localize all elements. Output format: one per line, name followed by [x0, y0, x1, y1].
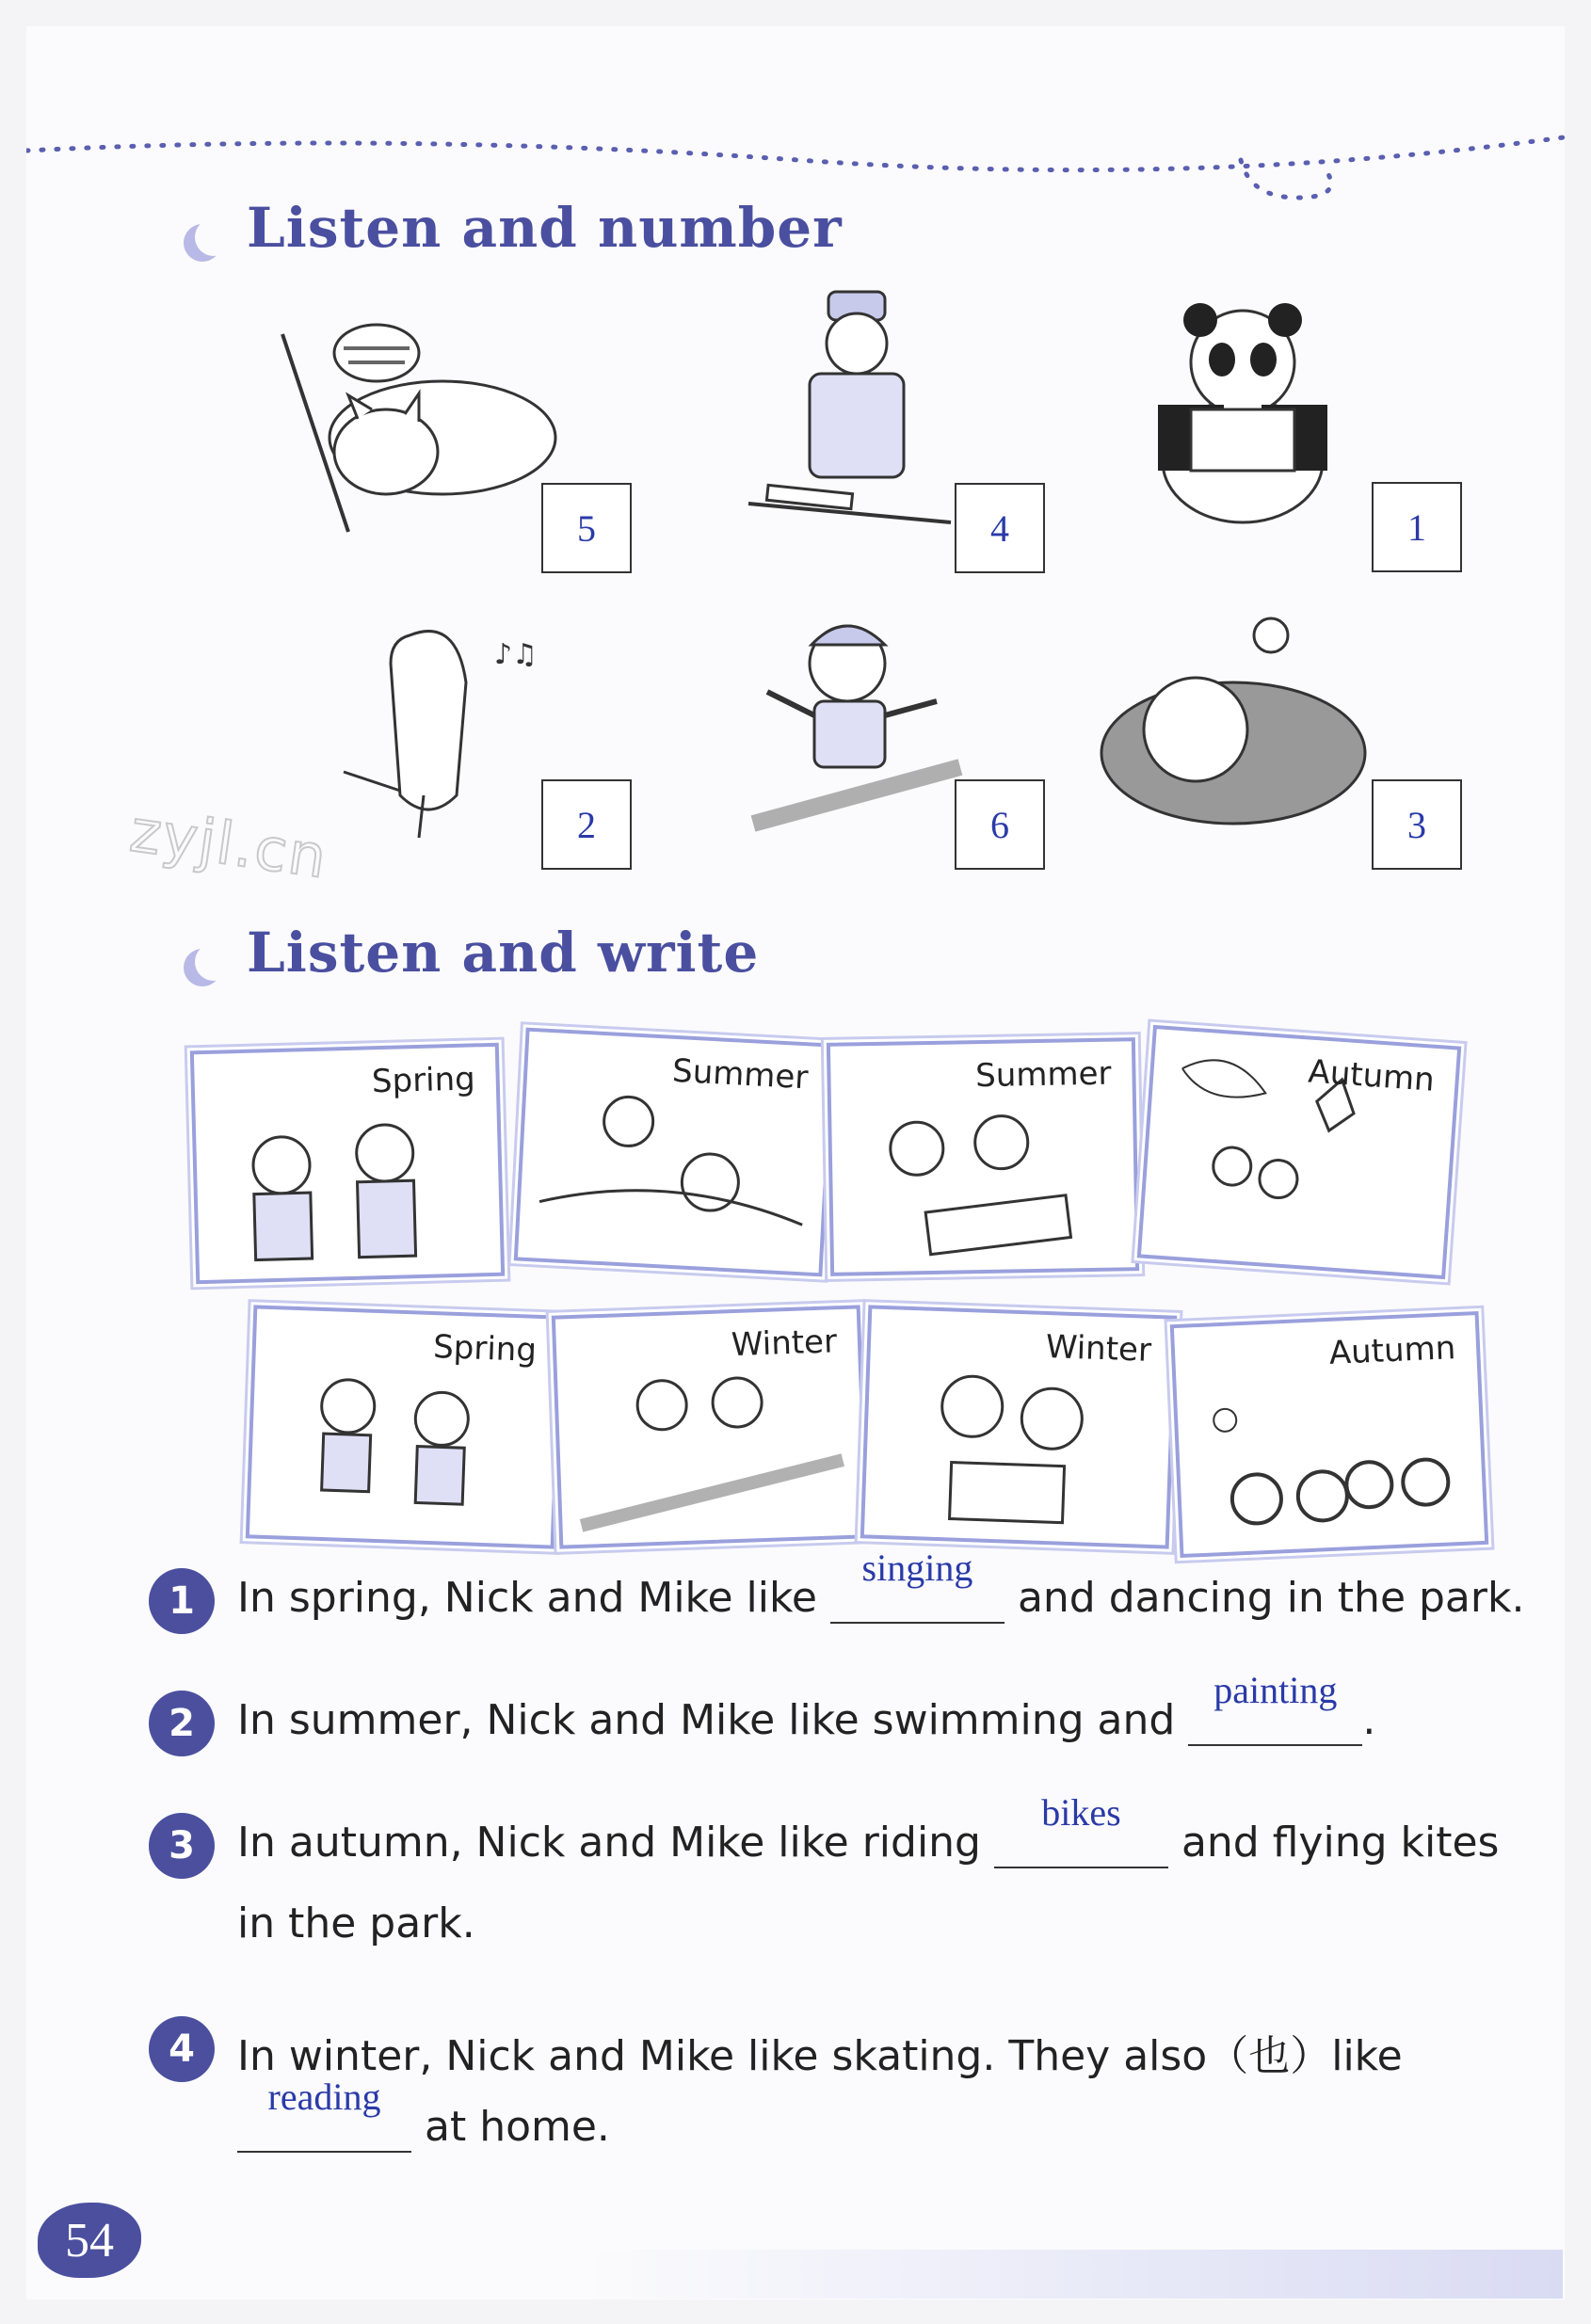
- season-label: Autumn: [1307, 1052, 1437, 1099]
- moon-icon: [184, 949, 221, 986]
- season-label: Spring: [432, 1328, 538, 1370]
- answer-text: reading: [267, 2076, 381, 2118]
- bottom-band: [584, 2250, 1563, 2299]
- skating-boy-icon: [744, 607, 970, 833]
- season-label: Winter: [731, 1322, 838, 1365]
- season-picture: [827, 1037, 1139, 1276]
- question-text: In spring, Nick and Mike like: [237, 1574, 830, 1622]
- cats-icon: [273, 297, 574, 541]
- number-box: 6: [955, 779, 1045, 870]
- season-picture: [514, 1028, 835, 1277]
- question-number-badge: 1: [149, 1568, 215, 1634]
- season-label: Autumn: [1328, 1329, 1456, 1372]
- number-box: 1: [1372, 482, 1462, 572]
- answer-blank[interactable]: [237, 2076, 411, 2153]
- question-text: In autumn, Nick and Mike like riding: [237, 1819, 994, 1867]
- answer-text: bikes: [1041, 1791, 1121, 1834]
- section-title-listen-write: Listen and write: [247, 921, 760, 985]
- answer-text: painting: [1213, 1669, 1338, 1711]
- question-number-badge: 2: [149, 1691, 215, 1756]
- question-text: and dancing in the park.: [1004, 1574, 1525, 1622]
- page-number: 54: [38, 2203, 141, 2278]
- season-label: Winter: [1045, 1327, 1152, 1370]
- question-text: In summer, Nick and Mike like swimming and: [237, 1696, 1189, 1744]
- question-text: and flying kites: [1167, 1819, 1500, 1867]
- question-2: [237, 1669, 1376, 1746]
- monkey-icon: [1092, 612, 1374, 838]
- panda-icon: [1139, 301, 1346, 527]
- number-box: 5: [541, 483, 632, 573]
- number-box: 2: [541, 779, 632, 870]
- answer-text: singing: [861, 1547, 973, 1589]
- season-picture: [552, 1305, 868, 1548]
- season-picture: [860, 1305, 1177, 1548]
- season-picture: [1137, 1025, 1462, 1279]
- answer-blank[interactable]: [994, 1791, 1168, 1868]
- answer-blank[interactable]: [1188, 1669, 1362, 1746]
- season-label: Spring: [371, 1060, 476, 1101]
- question-3-line-2: in the park.: [237, 1899, 475, 1947]
- singing-character-icon: [315, 607, 560, 842]
- question-text: at home.: [411, 2103, 610, 2151]
- season-picture: [246, 1305, 562, 1548]
- number-box: 4: [955, 483, 1045, 573]
- question-4-line-2: [237, 2076, 610, 2153]
- question-1: [237, 1547, 1525, 1624]
- season-label: Summer: [671, 1051, 810, 1098]
- answer-blank[interactable]: [830, 1547, 1004, 1624]
- question-4: In winter, Nick and Mike like skating. They also（也）like: [237, 2032, 1403, 2080]
- watermark: zyjl.cn: [125, 795, 332, 892]
- number-box: 3: [1372, 779, 1462, 870]
- moon-icon: [184, 224, 221, 262]
- worker-icon: [739, 287, 965, 532]
- section-title-listen-number: Listen and number: [247, 196, 843, 260]
- question-text: .: [1362, 1696, 1376, 1744]
- season-label: Summer: [974, 1054, 1112, 1096]
- season-picture: [1170, 1311, 1489, 1558]
- question-3: [237, 1791, 1500, 1868]
- season-picture: [190, 1043, 505, 1285]
- question-number-badge: 3: [149, 1813, 215, 1879]
- question-number-badge: 4: [149, 2016, 215, 2082]
- svg-text:♪♫: ♪♫: [494, 638, 538, 671]
